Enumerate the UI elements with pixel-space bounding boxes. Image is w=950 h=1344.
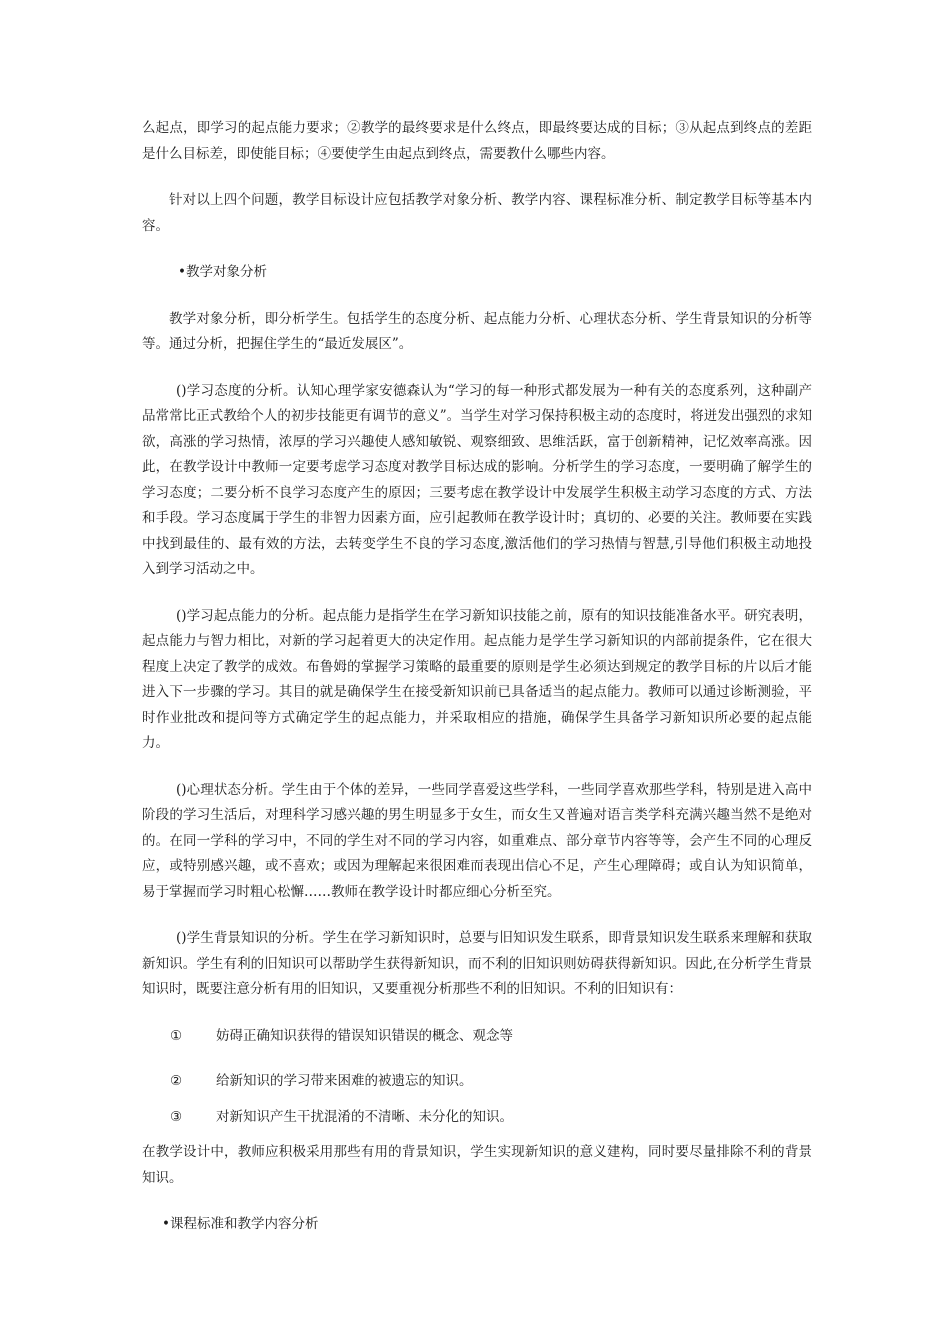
list-item-number: ① bbox=[170, 1027, 183, 1044]
list-item bbox=[142, 1024, 812, 1050]
paragraph-starting-ability: ()学习起点能力的分析。起点能力是指学生在学习新知识技能之前，原有的知识技能准备水平。研究表明，起点能力与智力相比，对新的学习起着更大的决定作用。起点能力是学生学习新知识的内部前提条件，它在很大程度上决定了教学的成效。布鲁姆的掌握学习策略的最重要的原则是学生必须达到规定的教学目标的片以后才能进入下一步骤的学习。其目的就是确保学生在接受新知识前已具备适当的起点能力。教师可以通过诊断测验，平时作业批改和提问等方式确定学生的起点能力，并采取相应的措施，确保学生具备学习新知识所必要的起点能力。 bbox=[142, 607, 812, 751]
paragraph-four-questions: 针对以上四个问题，教学目标设计应包括教学对象分析、教学内容、课程标准分析、制定教学目标等基本内容。 bbox=[142, 192, 812, 234]
list-item bbox=[142, 1105, 812, 1131]
document-page bbox=[142, 116, 812, 1238]
paragraph-student-analysis: 教学对象分析，即分析学生。包括学生的态度分析、起点能力分析、心理状态分析、学生背景知识的分析等等。通过分析，把握住学生的“最近发展区”。 bbox=[142, 310, 812, 352]
paragraph-intro-continued: 么起点，即学习的起点能力要求；②教学的最终要求是什么终点，即最终要达成的目标；③从起点到终点的差距是什么目标差，即使能目标；④要使学生由起点到终点，需要教什么哪些内容。 bbox=[142, 120, 812, 162]
list-item-text: 妨碍正确知识获得的错误知识错误的概念、观念等 bbox=[216, 1027, 513, 1044]
heading-teaching-object-analysis: •教学对象分析 bbox=[178, 264, 267, 280]
list-item-text: 对新知识产生干扰混淆的不清晰、未分化的知识。 bbox=[216, 1108, 513, 1125]
paragraph-learning-attitude: ()学习态度的分析。认知心理学家安德森认为“学习的每一种形式都发展为一种有关的态度系列，这种副产品常常比正式教给个人的初步技能更有调节的意义”。当学生对学习保持积极主动的态度时，将迸发出强烈的求知欲，高涨的学习热情，浓厚的学习兴趣使人感知敏锐、观察细致、思维活跃，富于创新精神，记忆效率高涨。因此，在教学设计中教师一定要考虑学习态度对教学目标达成的影响。分析学生的学习态度，一要明确了解学生的学习态度；二要分析不良学习态度产生的原因；三要考虑在教学设计中发展学生积极主动学习态度的方式、方法和手段。学习态度属于学生的非智力因素方面，应引起教师在教学设计时；真切的、必要的关注。教师要在实践中找到最佳的、最有效的方法，去转变学生不良的学习态度,激活他们的学习热情与智慧,引导他们积极主动地投入到学习活动之中。 bbox=[142, 382, 812, 577]
paragraph-conclusion: 在教学设计中，教师应积极采用那些有用的背景知识，学生实现新知识的意义建构，同时要尽量排除不利的背景知识。 bbox=[142, 1144, 812, 1186]
list-item-text: 给新知识的学习带来困难的被遗忘的知识。 bbox=[216, 1073, 473, 1089]
paragraph-background-knowledge: ()学生背景知识的分析。学生在学习新知识时，总要与旧知识发生联系，即背景知识发生联系来理解和获取新知识。学生有利的旧知识可以帮助学生获得新知识，而不利的旧知识则妨碍获得新知识。因此,在分析学生背景知识时，既要注意分析有用的旧知识，又要重视分析那些不利的旧知识。不利的旧知识有： bbox=[142, 930, 812, 997]
paragraph-psychological-state: ()心理状态分析。学生由于个体的差异，一些同学喜爱这些学科，一些同学喜欢那些学科，特别是进入高中阶段的学习生活后，对理科学习感兴趣的男生明显多于女生，而女生又普遍对语言类学科充满兴趣当然不是绝对的。在同一学科的学习中，不同的学生对不同的学习内容，如重难点、部分章节内容等等，会产生不同的心理反应，或特别感兴趣，或不喜欢；或因为理解起来很困难而表现出信心不足，产生心理障碍；或自认为知识简单，易于掌握而学习时粗心松懈……教师在教学设计时都应细心分析至究。 bbox=[142, 781, 812, 900]
list-item-number: ③ bbox=[170, 1108, 183, 1125]
list-item bbox=[142, 1069, 812, 1095]
heading-curriculum-analysis: •课程标准和教学内容分析 bbox=[162, 1216, 319, 1232]
list-item-number: ② bbox=[170, 1073, 183, 1089]
